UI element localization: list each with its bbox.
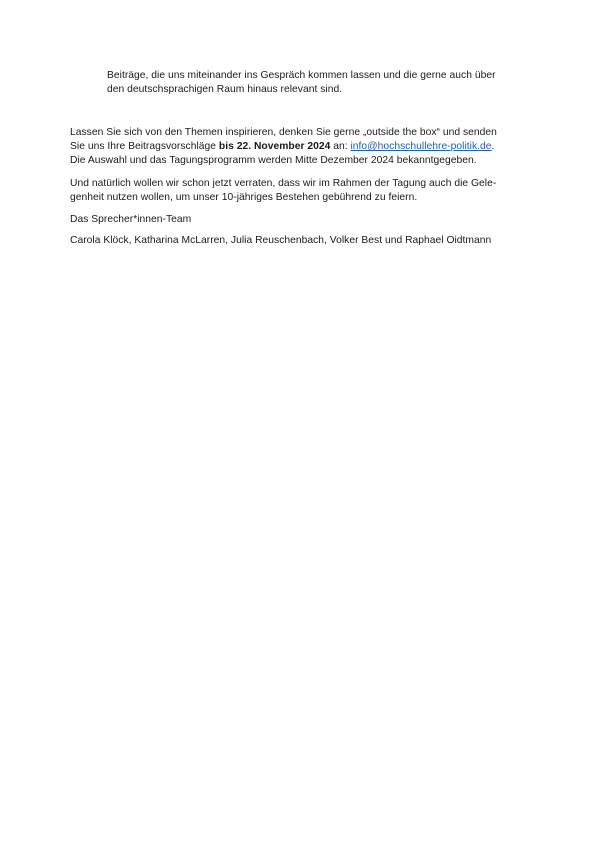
continuation-paragraph — [107, 69, 537, 97]
celebration-line-2: genheit nutzen wollen, um unser 10-jähriges Bestehen gebührend zu feiern. — [70, 192, 418, 204]
continuation-line-1: Beiträge, die uns miteinander ins Gespräch kommen lassen und die gerne auch über — [107, 70, 496, 81]
deadline-text: bis 22. November 2024 — [218, 141, 331, 153]
call-for-papers-paragraph — [70, 126, 540, 169]
celebration-line-1: Und natürlich wollen wir schon jetzt verraten, dass wir im Rahmen der Tagung auch die Gele- — [70, 178, 497, 189]
team-member-names: Carola Klöck, Katharina McLarren, Julia Reuschenbach, Volker Best und Raphael Oidtmann — [70, 235, 492, 246]
continuation-line-2: den deutschsprachigen Raum hinaus relevant sind. — [107, 84, 343, 96]
call-line-3: Die Auswahl und das Tagungsprogramm werden Mitte Dezember 2024 bekanntgegeben. — [70, 155, 477, 167]
call-line-2-mid: an: — [330, 141, 351, 153]
call-line-2 — [70, 140, 540, 154]
call-line-1: Lassen Sie sich von den Themen inspirieren, denken Sie gerne „outside the box“ und senden — [70, 127, 497, 138]
email-link[interactable]: info@hochschullehre-politik.de — [350, 141, 492, 153]
celebration-paragraph — [70, 177, 540, 205]
call-line-2-end: . — [491, 141, 495, 153]
team-signoff: Das Sprecher*innen-Team — [70, 214, 192, 225]
call-line-2-start: Sie uns Ihre Beitragsvorschläge — [70, 141, 219, 153]
